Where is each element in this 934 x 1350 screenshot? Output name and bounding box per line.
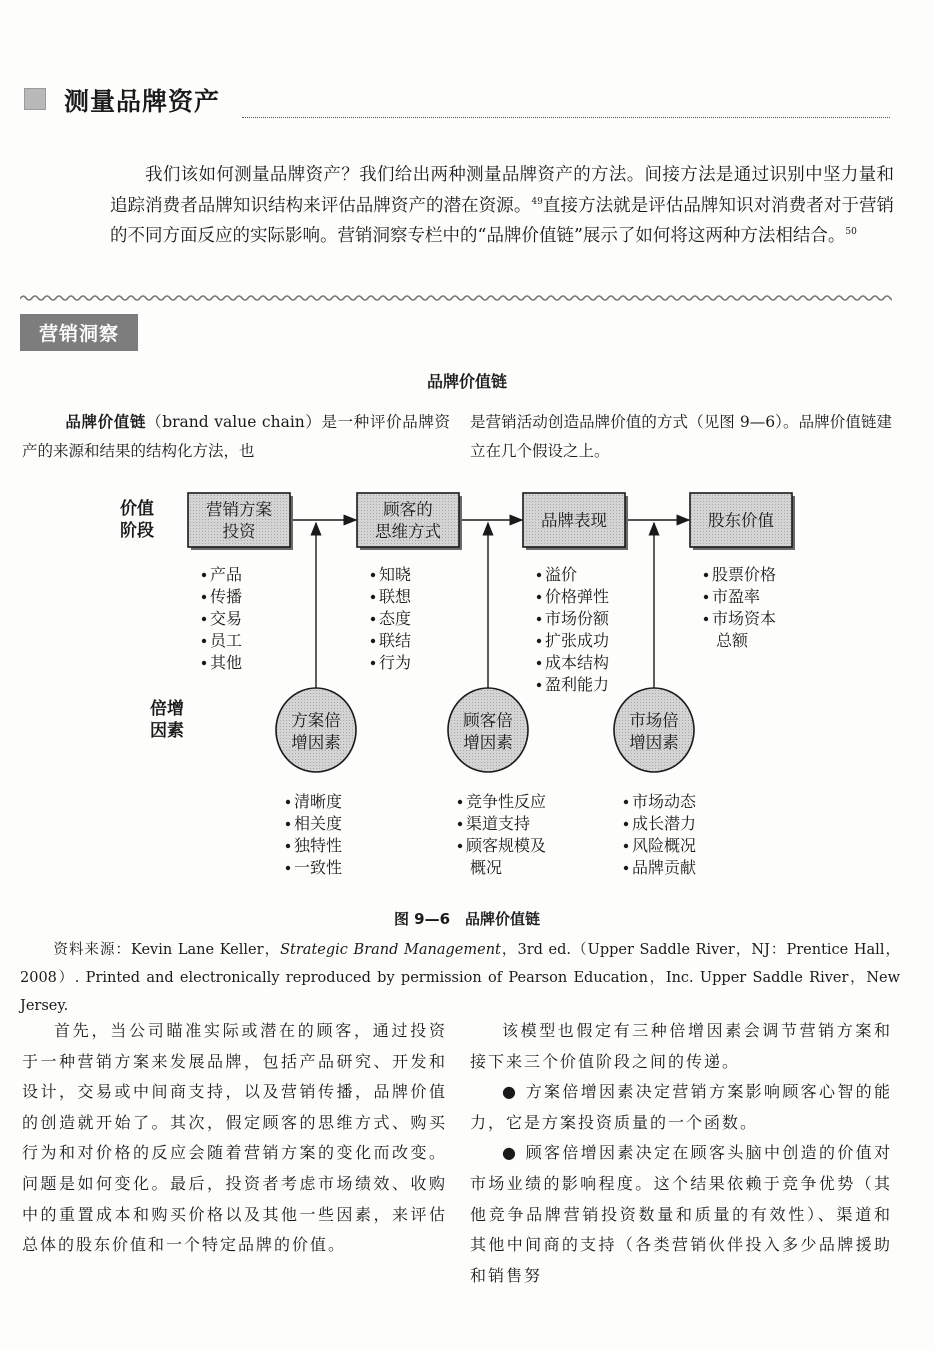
multiplier-item: 顾客规模及 (466, 836, 547, 855)
multiplier-item: 渠道支持 (466, 814, 531, 833)
footnote-ref-49[interactable]: 49 (531, 196, 543, 207)
stage-item: 溢价 (545, 565, 578, 584)
bullet-dot (371, 661, 375, 665)
stage-item: 态度 (379, 609, 412, 628)
bullet-dot (202, 617, 206, 621)
bullet-dot (286, 866, 290, 870)
multiplier-item: 独特性 (294, 836, 343, 855)
bullet-dot (286, 800, 290, 804)
insight-title: 品牌价值链 (426, 372, 507, 391)
stage-item: 其他 (210, 653, 243, 672)
row-label-mult-2: 因素 (150, 721, 184, 741)
multiplier-circle (448, 688, 528, 772)
bullet-dot (537, 573, 541, 577)
body-left-column (22, 1016, 447, 1261)
bullet-dot (704, 573, 708, 577)
stage-item: 行为 (379, 653, 412, 672)
bullet-dot (202, 595, 206, 599)
multiplier-label: 增因素 (463, 733, 513, 752)
bullet-dot (704, 595, 708, 599)
multiplier-item: 成长潜力 (632, 814, 697, 833)
stage-item: 扩张成功 (545, 631, 610, 650)
bullet-dot (371, 617, 375, 621)
bullet-dot (537, 617, 541, 621)
bullet-dot (371, 595, 375, 599)
body-right-column (470, 1016, 892, 1291)
bullet-dot (624, 866, 628, 870)
bullet-dot (458, 800, 462, 804)
intro-paragraph (110, 160, 894, 252)
bullet-dot (371, 573, 375, 577)
lead-right-text: 是营销活动创造品牌价值的方式（见图 9—6）。品牌价值链建立在几个假设之上。 (470, 413, 892, 460)
stage-item: 市场资本 (712, 609, 777, 628)
row-label-mult-1: 倍增 (150, 699, 184, 719)
multiplier-item: 风险概况 (632, 836, 697, 855)
term-bold: 品牌价值链 (65, 413, 147, 431)
multiplier-item: 品牌贡献 (632, 858, 697, 877)
figure-caption: 图 9—6 品牌价值链 (393, 910, 541, 928)
intro-text-1: 我们该如何测量品牌资产？我们给出两种测量品牌资产的方法。间接方法是通过识别中坚力量和追踪消费者品牌知识结构来评估品牌资产的潜在资源。 (110, 165, 894, 216)
bullet-dot (286, 822, 290, 826)
section-marker (24, 88, 46, 110)
multiplier-item: 清晰度 (294, 792, 343, 811)
stage-item: 联想 (379, 587, 412, 606)
bullet-dot (371, 639, 375, 643)
stage-item: 产品 (210, 565, 243, 584)
bullet-dot (624, 800, 628, 804)
stage-label: 股东价值 (708, 511, 774, 530)
multiplier-label: 增因素 (629, 733, 679, 752)
bullet-dot (458, 822, 462, 826)
footnote-ref-50[interactable]: 50 (845, 227, 857, 238)
stage-label: 营销方案 (206, 500, 272, 519)
stage-item: 传播 (210, 587, 243, 606)
source-rest: ，3rd ed.（Upper Saddle River，NJ：Prentice Hall，2008）. Printed and electronically reproduced by permission of Pearson Education，Inc. Upper Saddle River，New Jersey. (20, 942, 900, 1014)
stage-label: 投资 (222, 522, 256, 541)
stage-item: 市场份额 (545, 609, 610, 628)
bullet-dot (537, 683, 541, 687)
body-right-paragraph-1: 该模型也假定有三种倍增因素会调节营销方案和接下来三个价值阶段之间的传递。 (470, 1021, 892, 1071)
bullet-dot (286, 844, 290, 848)
intro-text-2: 直接方法就是评估品牌知识对消费者对于营销的不同方面反应的实际影响。营销洞察专栏中的“品牌价值链”展示了如何将这两种方法相结合。 (110, 195, 895, 246)
bullet-customer-multiplier: ● 顾客倍增因素决定在顾客头脑中创造的价值对市场业绩的影响程度。这个结果依赖于竞争优势（其他竞争品牌营销投资数量和质量的有效性）、渠道和其他中间商的支持（各类营销伙伴投入多少品牌援助和销售努 (470, 1143, 892, 1285)
multiplier-item: 竞争性反应 (466, 792, 547, 811)
source-title: Strategic Brand Management (280, 942, 501, 958)
multiplier-circle (614, 688, 694, 772)
multiplier-item: 市场动态 (632, 792, 697, 811)
insight-lead-right (470, 408, 892, 466)
stage-item: 联结 (379, 631, 412, 650)
stage-label: 品牌表现 (541, 511, 607, 530)
stage-item: 员工 (210, 631, 243, 650)
bullet-dot (202, 661, 206, 665)
bullet-dot (537, 639, 541, 643)
stage-item: 市盈率 (712, 587, 761, 606)
stage-label: 顾客的 (383, 500, 433, 519)
multiplier-label: 方案倍 (291, 711, 341, 730)
bullet-dot (704, 617, 708, 621)
bullet-dot (202, 573, 206, 577)
stage-item: 知晓 (379, 565, 412, 584)
bullet-dot (458, 844, 462, 848)
brand-value-chain-diagram (100, 480, 820, 900)
stage-item: 交易 (210, 609, 243, 628)
multiplier-circle (276, 688, 356, 772)
bullet-dot (202, 639, 206, 643)
bullet-dot (537, 595, 541, 599)
multiplier-item: 概况 (470, 858, 503, 877)
multiplier-label: 市场倍 (629, 711, 679, 730)
bullet-dot (624, 822, 628, 826)
dotted-rule (242, 117, 890, 118)
insight-lead-left (22, 408, 450, 466)
stage-item: 盈利能力 (545, 675, 610, 694)
source-prefix: 资料来源：Kevin Lane Keller， (53, 942, 281, 958)
bullet-dot (624, 844, 628, 848)
stage-item: 总额 (716, 631, 749, 650)
wavy-divider (20, 293, 892, 303)
bullet-program-multiplier: ● 方案倍增因素决定营销方案影响顾客心智的能力，它是方案投资质量的一个函数。 (470, 1082, 892, 1132)
bullet-dot (537, 661, 541, 665)
section-title: 测量品牌资产 (64, 87, 221, 116)
multiplier-label: 增因素 (291, 733, 341, 752)
stage-item: 成本结构 (545, 653, 610, 672)
multiplier-item: 一致性 (294, 858, 343, 877)
row-label-stages-1: 价值 (120, 499, 154, 519)
multiplier-item: 相关度 (294, 814, 343, 833)
row-label-stages-2: 阶段 (120, 521, 154, 541)
stage-item: 股票价格 (712, 565, 777, 584)
stage-item: 价格弹性 (545, 587, 610, 606)
lead-left-text: （brand value chain）是一种评价品牌资产的来源和结果的结构化方法，也 (22, 413, 450, 460)
figure-source (20, 936, 900, 1020)
stage-label: 思维方式 (375, 522, 441, 541)
insight-badge: 营销洞察 (20, 314, 138, 351)
body-left-paragraph: 首先，当公司瞄准实际或潜在的顾客，通过投资于一种营销方案来发展品牌，包括产品研究、开发和设计，交易或中间商支持，以及营销传播，品牌价值的创造就开始了。其次，假定顾客的思维方式、购买行为和对价格的反应会随着营销方案的变化而改变。问题是如何变化。最后，投资者考虑市场绩效、收购中的重置成本和购买价格以及其他一些因素，来评估总体的股东价值和一个特定品牌的价值。 (22, 1021, 447, 1255)
multiplier-label: 顾客倍 (463, 711, 513, 730)
